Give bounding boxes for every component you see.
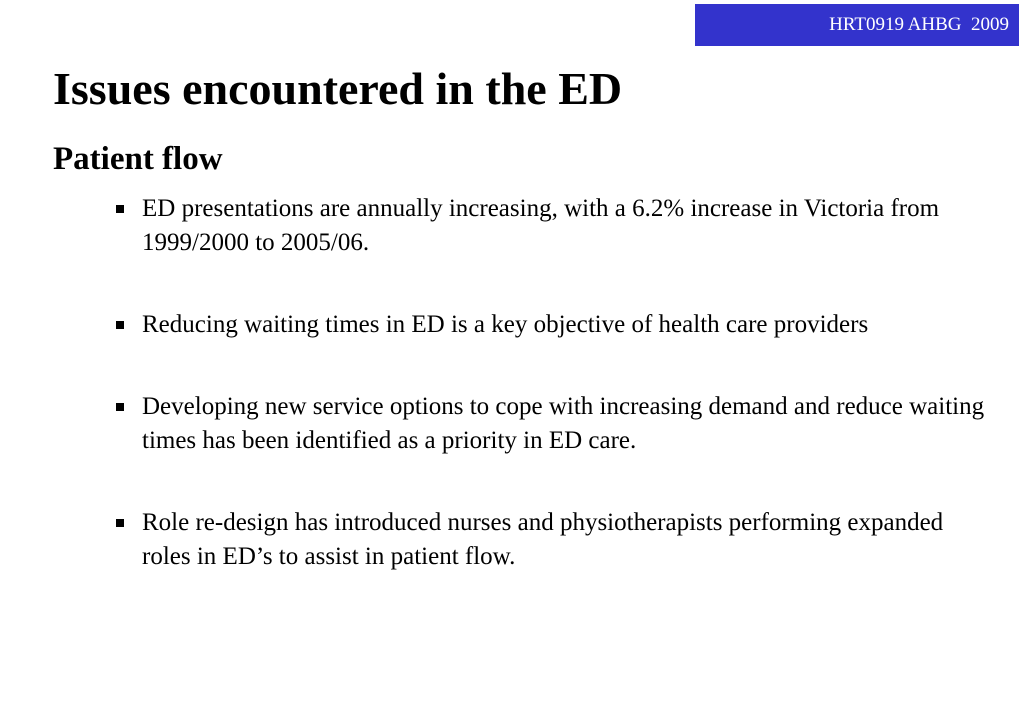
bullet-item	[116, 308, 986, 342]
square-bullet-icon	[116, 205, 124, 213]
bullet-item	[116, 192, 986, 260]
square-bullet-icon	[116, 321, 124, 329]
bullet-text: Reducing waiting times in ED is a key objective of health care providers	[142, 311, 869, 338]
square-bullet-icon	[116, 403, 124, 411]
bullet-text: ED presentations are annually increasing, with a 6.2% increase in Victoria from 1999/2000 to 2005/06.	[142, 195, 940, 256]
header-tag: HRT0919 AHBG 2009	[695, 4, 1019, 46]
slide-title: Issues encountered in the ED	[53, 63, 623, 114]
bullet-item	[116, 390, 986, 458]
bullet-text: Developing new service options to cope with increasing demand and reduce waiting times has been identified as a priority in ED care.	[142, 393, 985, 454]
bullet-item	[116, 506, 986, 574]
bullet-text: Role re-design has introduced nurses and physiotherapists performing expanded roles in ED’s to assist in patient flow.	[142, 509, 944, 570]
slide-subtitle: Patient flow	[53, 141, 223, 177]
square-bullet-icon	[116, 519, 124, 527]
bullet-list	[116, 192, 986, 622]
